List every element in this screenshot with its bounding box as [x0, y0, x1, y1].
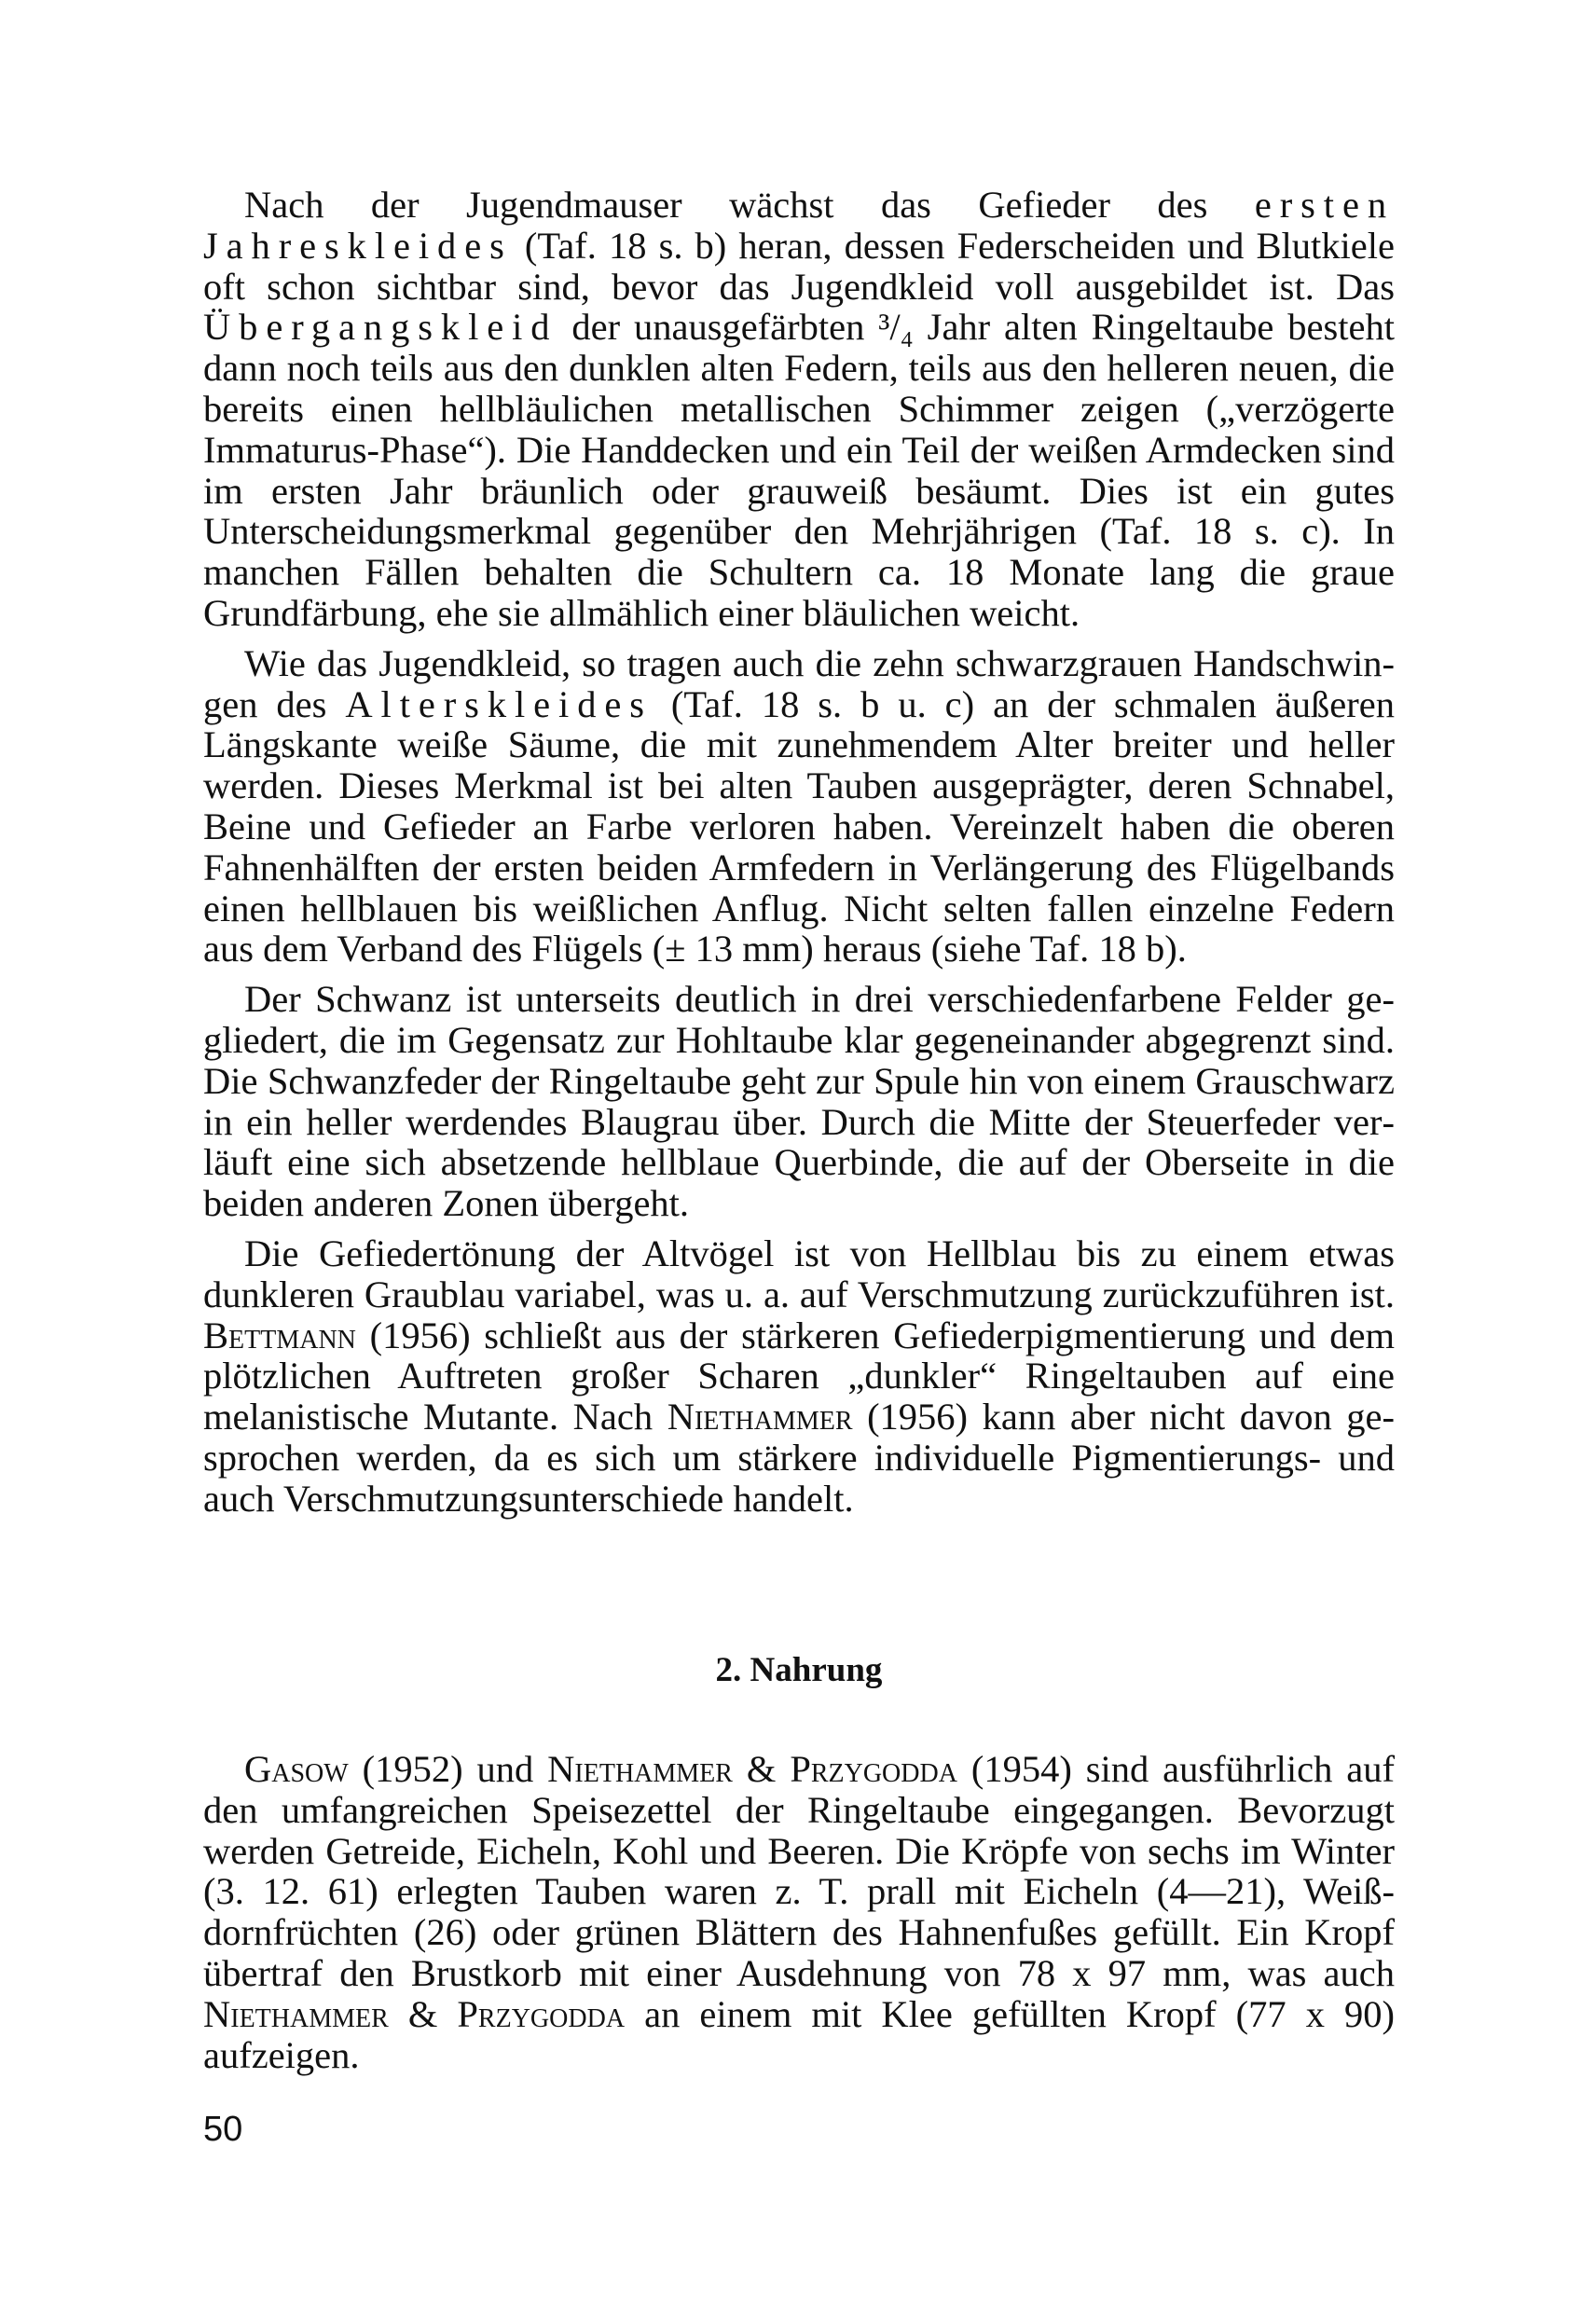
author-name: Niethammer — [203, 1992, 389, 2035]
author-name: Niethammer — [547, 1748, 733, 1790]
spaced-term: Alterskleides — [345, 682, 653, 725]
text-run: der unausgefärbten ³/₄ Jahr alten Ringeltaube besteht dann noch teils aus den dunklen alten Federn, teils aus den helleren neuen, die bereits einen hellbläulichen metallischen Schimmer zeigen („verzögerte Immaturus-Phase“). Die Handdecken und ein Teil der weißen Armdecken sind im ersten Jahr bräunlich oder grauweiß besäumt. Dies ist ein gutes Unterscheidungsmerkmal gegenüber den Mehrjährigen (Taf. 18 s. c). In manchen Fällen behalten die Schultern ca. 18 Monate lang die graue Grundfärbung, ehe sie allmählich einer bläulichen weicht. — [203, 306, 1395, 634]
spaced-term: ersten Jahreskleides — [203, 184, 1395, 267]
spaced-term: Übergangskleid — [203, 306, 558, 349]
body-text — [203, 185, 1395, 1529]
text-run: (Taf. 18 s. b) heran, dessen Federscheiden und Blutkiele oft schon sichtbar sind, bevor das Jugendkleid voll ausgebildet ist. Das — [203, 224, 1395, 308]
paragraph — [203, 979, 1395, 1224]
section-body-text — [203, 1749, 1395, 2085]
page-number: 50 — [203, 2110, 243, 2149]
author-name: Bettmann — [203, 1314, 356, 1356]
text-run: (1956) kann aber nicht davon gesprochen werden, da es sich um stärkere individuelle Pigmentierungs- und auch Verschmutzungsunterschiede handelt. — [203, 1396, 1395, 1520]
text-run: (Taf. 18 s. b u. c) an der schmalen äußeren Längskante weiße Säume, die mit zunehmendem Alter breiter und heller werden. Dieses Merkmal ist bei alten Tauben ausgeprägter, deren Schnabel, Beine und Gefieder an Farbe verloren haben. Vereinzelt haben die oberen Fahnenhälften der ersten beiden Armfedern in Verlängerung des Flügelbands einen hellblauen bis weißlichen Anflug. Nicht selten fallen einzelne Federn aus dem Verband des Flügels (± 13 mm) heraus (siehe Taf. 18 b). — [203, 682, 1395, 970]
text-run: Die Gefiedertönung der Altvögel ist von Hellblau bis zu einem etwas dunkleren Graublau variabel, was u. a. auf Verschmutzung zurückzuführen ist. — [203, 1232, 1395, 1315]
text-run: (1952) und — [348, 1748, 548, 1790]
paragraph — [203, 1233, 1395, 1520]
text-run: (1954) sind ausführlich auf den umfangreichen Speisezettel der Ringeltaube eingegangen. Bevorzugt werden Getreide, Eicheln, Kohl und Beeren. Die Kröpfe von sechs im Winter (3. 12. 61) erlegten Tauben waren z. T. prall mit Eicheln (4—21), Weißdornfrüchten (26) oder grünen Blättern des Hahnenfußes gefüllt. Ein Kropf übertraf den Brustkorb mit einer Ausdehnung von 78 x 97 mm, was auch — [203, 1748, 1395, 1994]
text-run: an einem mit Klee gefüllten Kropf (77 x 90) aufzeigen. — [203, 1992, 1395, 2076]
paragraph — [203, 185, 1395, 634]
text-run: Der Schwanz ist unterseits deutlich in drei verschiedenfarbene Felder gegliedert, die im Gegensatz zur Hohltaube klar gegeneinander abgegrenzt sind. Die Schwanzfeder der Ringeltaube geht zur Spule hin von einem Grauschwarz in ein heller werdendes Blaugrau über. Durch die Mitte der Steuerfeder verläuft eine sich absetzende hellblaue Querbinde, die auf der Oberseite in die beiden anderen Zonen übergeht. — [203, 978, 1395, 1225]
text-run: Nach der Jugendmauser wächst das Gefieder des — [244, 184, 1255, 226]
section-heading: 2. Nahrung — [715, 1651, 883, 1689]
author-name: Przygodda — [790, 1748, 957, 1790]
author-name: Gasow — [244, 1748, 349, 1790]
text-run: & — [732, 1748, 791, 1790]
paragraph — [203, 643, 1395, 970]
author-name: Przygodda — [457, 1992, 626, 2035]
author-name: Niethammer — [667, 1396, 853, 1438]
paragraph — [203, 1749, 1395, 2075]
text-run: & — [388, 1992, 458, 2035]
text-run: (1956) schließt aus der stärkeren Gefiederpigmentierung und dem plötzlichen Auftreten großer Scharen „dunkler“ Ringeltauben auf eine melanistische Mutante. Nach — [203, 1314, 1395, 1438]
text-run: Wie das Jugendkleid, so tragen auch die zehn schwarzgrauen Handschwingen des — [203, 641, 1395, 725]
